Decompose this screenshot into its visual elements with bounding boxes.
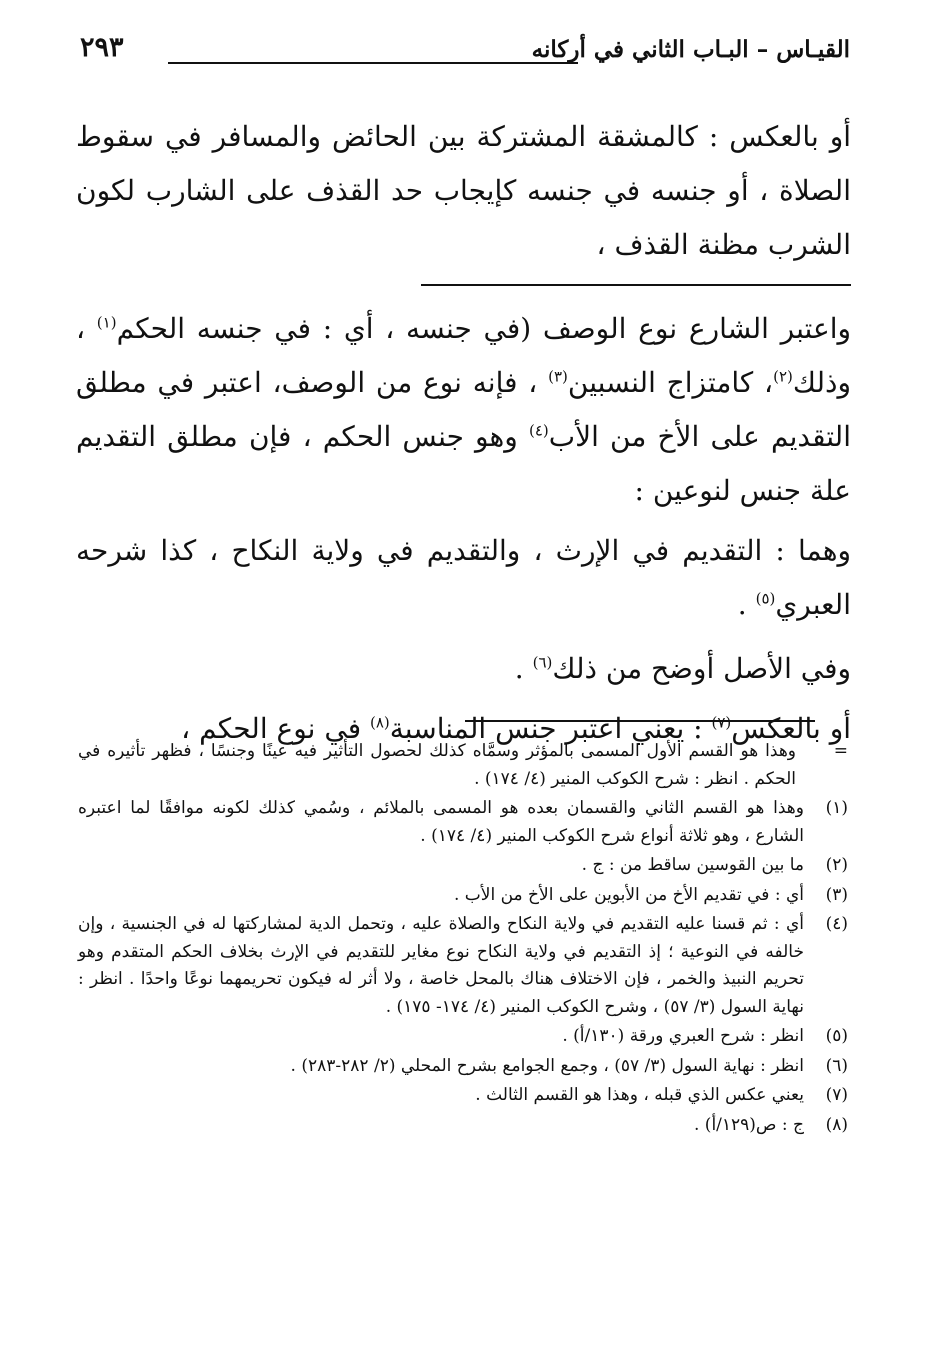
text-run: ، فإنه نوع من الوصف، اعتبر في مطلق التقديم على الأخ من الأب [76, 366, 851, 453]
text-run: وهما : التقديم في الإرث ، والتقديم في ولاية النكاح ، كذا شرحه العبري [76, 534, 851, 621]
footnote-mark: (١) [825, 798, 848, 818]
footnote-mark: (٢) [825, 855, 848, 875]
footnote-item [78, 1053, 848, 1081]
text-run: في نوع الحكم ، [181, 712, 370, 745]
footnote-text: أي : في تقديم الأخ من الأبوين على الأخ من الأب . [453, 884, 804, 905]
text-run: وهو جنس الحكم ، فإن مطلق التقديم علة جنس لنوعين : [76, 420, 851, 507]
footnote-item [78, 852, 848, 880]
footnote-mark: = [833, 741, 848, 761]
footnote-ref[interactable]: (٧) [711, 713, 732, 732]
footnote-text: وهذا هو القسم الأول المسمى بالمؤثر وسمَّاه كذلك لحصول التأثير فيه عينًا وجنسًا ، فظهر تأثيره في الحكم . انظر : شرح الكوكب المنير (٤/ ١٧٤) . [78, 741, 796, 789]
paragraph-1: أو بالعكس : كالمشقة المشتركة بين الحائض والمسافر في سقوط الصلاة ، أو جنسه في جنسه كإيجاب حد القذف على الشارب لكون الشرب مظنة القذف ، [76, 120, 851, 261]
footnote-mark: (٥) [825, 1026, 848, 1046]
footnote-text: يعني عكس الذي قبله ، وهذا هو القسم الثالث . [475, 1085, 804, 1105]
paragraph-3 [76, 524, 851, 632]
page-header [80, 26, 850, 86]
footnote-ref[interactable]: (٢) [773, 367, 793, 386]
text-run: . [737, 588, 756, 621]
footnote-mark: (٣) [825, 884, 848, 905]
text-run: : يعني اعتبر جنس المناسبة [389, 712, 712, 745]
text-run: أو بالعكس [731, 712, 851, 745]
footnote-ref[interactable]: (٦) [532, 653, 553, 672]
text-run: ، وذلك [76, 312, 851, 399]
footnote-text: ج : ص(١٢٩/أ) . [694, 1114, 804, 1135]
header-rule [168, 62, 578, 64]
running-head: القيـاس – البـاب الثاني في أركانه [531, 36, 850, 63]
footnote-ref[interactable]: (٤) [528, 421, 549, 440]
footnote-ref[interactable]: (٨) [369, 713, 390, 732]
page-number: ٢٩٣ [80, 32, 124, 63]
paragraph-2 [76, 302, 851, 518]
main-text [76, 110, 851, 756]
footnote-ref[interactable]: (٥) [755, 589, 776, 608]
footnote-mark: (٦) [825, 1055, 848, 1076]
footnote-rule [465, 720, 815, 722]
text-run: . [514, 652, 533, 685]
footnote-item [78, 911, 848, 1021]
footnote-mark: (٨) [825, 1114, 848, 1135]
text-run: ، كامتزاج النسبين [567, 366, 774, 399]
footnote-text: انظر : شرح العبري ورقة (١٣٠/أ) . [562, 1026, 804, 1046]
footnote-item [78, 1112, 848, 1140]
footnote-item [78, 738, 848, 793]
footnote-mark: (٤) [825, 914, 848, 934]
footnote-ref[interactable]: (٣) [548, 367, 568, 386]
footnote-text: وهذا هو القسم الثاني والقسمان بعده هو المسمى بالملائم ، وسُمي كذلك لكونه موافقًا لما اعتبره الشارع ، وهو ثلاثة أنواع شرح الكوكب المنير (٤/ ١٧٤) . [78, 798, 804, 846]
footnote-text: أي : ثم قسنا عليه التقديم في ولاية النكاح والصلاة عليه ، وتحمل الدية لمشاركتها له في الجنسية ، وإن خالفه في النوعية ؛ إذ التقديم في ولاية النكاح نوع مغاير للتقديم في الإرث بخلاف الحكم المتقدم وهو تحريم النبيذ والخمر ، فإن الاختلاف هناك بالمحل خاصة ، ولا أثر له فيكون تحريمهما نوعًا واحدًا . انظر : نهاية السول (٣/ ٥٧) ، وشرح الكوكب المنير (٤/ ١٧٤- ١٧٥) . [78, 914, 804, 1017]
section-rule [421, 284, 851, 286]
footnote-item [78, 795, 848, 850]
footnote-text: ما بين القوسين ساقط من : ج . [581, 855, 804, 875]
text-run: واعتبر الشارع نوع الوصف (في جنسه ، أي : في جنسه الحكم [116, 312, 852, 345]
paragraph-4 [76, 642, 851, 696]
footnote-mark: (٧) [825, 1085, 848, 1105]
footnote-text: انظر : نهاية السول (٣/ ٥٧) ، وجمع الجوامع بشرح المحلي (٢/ ٢٨٢-٢٨٣) . [290, 1055, 804, 1076]
text-run: وفي الأصل أوضح من ذلك [552, 652, 851, 685]
footnote-item [78, 1082, 848, 1110]
footnote-item [78, 1023, 848, 1051]
footnotes [78, 738, 848, 1141]
footnote-ref[interactable]: (١) [96, 313, 117, 332]
footnote-item [78, 882, 848, 910]
